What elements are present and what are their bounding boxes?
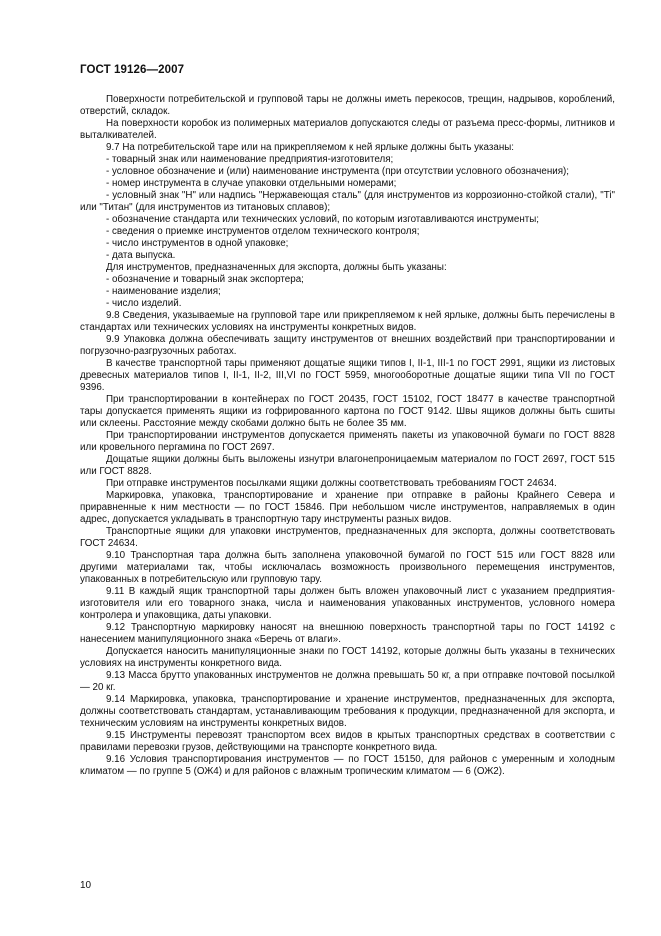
paragraph: На поверхности коробок из полимерных материалов допускаются следы от разъема пресс-формы, литников и выталкивателей. [80, 118, 615, 141]
section-9-13: 9.13 Масса брутто упакованных инструментов не должна превышать 50 кг, а при отправке почтовой посылкой — 20 кг. [80, 670, 615, 693]
section-9-10: 9.10 Транспортная тара должна быть заполнена упаковочной бумагой по ГОСТ 515 или ГОСТ 8828 или другими материалами так, чтобы исключалась возможность произвольного перемещения инструментов, упакованных в потребительскую или групповую тару. [80, 550, 615, 585]
list-item: - условный знак "Н" или надпись "Нержавеющая сталь" (для инструментов из коррозионно-стойкой стали), "Ti" или "Титан" (для инструментов из титановых сплавов); [80, 190, 615, 213]
list-item: - обозначение и товарный знак экспортера; [106, 274, 304, 285]
paragraph: Дощатые ящики должны быть выложены изнутри влагонепроницаемым материалом по ГОСТ 2697, ГОСТ 515 или ГОСТ 8828. [80, 454, 615, 477]
list-item: - товарный знак или наименование предприятия-изготовителя; [106, 154, 394, 165]
section-9-9: 9.9 Упаковка должна обеспечивать защиту инструментов от внешних воздействий при транспортировании и погрузочно-разгрузочных работах. [80, 334, 615, 357]
list-item: - число инструментов в одной упаковке; [106, 238, 289, 249]
list-item: - число изделий. [106, 298, 182, 309]
section-9-12: 9.12 Транспортную маркировку наносят на внешнюю поверхность транспортной тары по ГОСТ 14192 с нанесением манипуляционного знака «Беречь от влаги». [80, 622, 615, 645]
section-9-14: 9.14 Маркировка, упаковка, транспортирование и хранение инструментов, предназначенных для экспорта, должны соответствовать стандартам, устанавливающим требования к продукции, предназначенной для экспорта, и техническим условиям на инструменты конкретных видов. [80, 694, 615, 729]
paragraph: Для инструментов, предназначенных для экспорта, должны быть указаны: [106, 262, 447, 273]
page-number: 10 [80, 880, 92, 891]
paragraph: При транспортировании в контейнерах по ГОСТ 20435, ГОСТ 15102, ГОСТ 18477 в качестве транспортной тары допускается применять ящики из гофрированного картона по ГОСТ 9142. Швы ящиков должны быть сшиты или склеены. Расстояние между скобами должно быть не более 35 мм. [80, 394, 615, 429]
section-9-16: 9.16 Условия транспортирования инструментов — по ГОСТ 15150, для районов с умеренным и холодным климатом — по группе 5 (ОЖ4) и для районов с влажным тропическим климатом — 6 (ОЖ2). [80, 754, 615, 777]
section-9-15: 9.15 Инструменты перевозят транспортом всех видов в крытых транспортных средствах в соответствии с правилами перевозки грузов, действующими на транспорте конкретного вида. [80, 730, 615, 753]
paragraph: В качестве транспортной тары применяют дощатые ящики типов I, II-1, III-1 по ГОСТ 2991, ящики из листовых древесных материалов типов I, II-1, II-2, III,VI по ГОСТ 5959, многооборотные дощатые ящики типа VII по ГОСТ 9396. [80, 358, 615, 393]
section-9-8: 9.8 Сведения, указываемые на групповой таре или прикрепляемом к ней ярлыке, должны быть перечислены в стандартах или технических условиях на инструменты конкретных видов. [80, 310, 615, 333]
document-header: ГОСТ 19126—2007 [80, 64, 185, 76]
list-item: - дата выпуска. [106, 250, 176, 261]
paragraph: Поверхности потребительской и групповой тары не должны иметь перекосов, трещин, надрывов, короблений, отверстий, складок. [80, 94, 615, 117]
list-item: - сведения о приемке инструментов отделом технического контроля; [106, 226, 420, 237]
list-item: - обозначение стандарта или технических условий, по которым изготавливаются инструменты; [106, 214, 540, 225]
list-item: - наименование изделия; [106, 286, 221, 297]
paragraph: При транспортировании инструментов допускается применять пакеты из упаковочной бумаги по ГОСТ 8828 или кровельного пергамина по ГОСТ 2697. [80, 430, 615, 453]
paragraph: Транспортные ящики для упаковки инструментов, предназначенных для экспорта, должны соответствовать ГОСТ 24634. [80, 526, 615, 549]
list-item: - условное обозначение и (или) наименование инструмента (при отсутствии условного обозначения); [106, 166, 569, 177]
document-body [80, 94, 615, 778]
paragraph: Допускается наносить манипуляционные знаки по ГОСТ 14192, которые должны быть указаны в технических условиях на инструменты конкретного вида. [80, 646, 615, 669]
paragraph: Маркировка, упаковка, транспортирование и хранение при отправке в районы Крайнего Севера и приравненные к ним местности — по ГОСТ 15846. При небольшом числе инструментов, направляемых в один адрес, допускается укладывать в транспортную тару инструменты разных видов. [80, 490, 615, 525]
section-9-11: 9.11 В каждый ящик транспортной тары должен быть вложен упаковочный лист с указанием предприятия-изготовителя или его товарного знака, числа и наименования упакованных инструментов, условного номера контролера и упаковщика, даты упаковки. [80, 586, 615, 621]
paragraph: При отправке инструментов посылками ящики должны соответствовать требованиям ГОСТ 24634. [106, 478, 557, 489]
list-item: - номер инструмента в случае упаковки отдельными номерами; [106, 178, 397, 189]
section-9-7: 9.7 На потребительской таре или на прикрепляемом к ней ярлыке должны быть указаны: [106, 142, 514, 153]
